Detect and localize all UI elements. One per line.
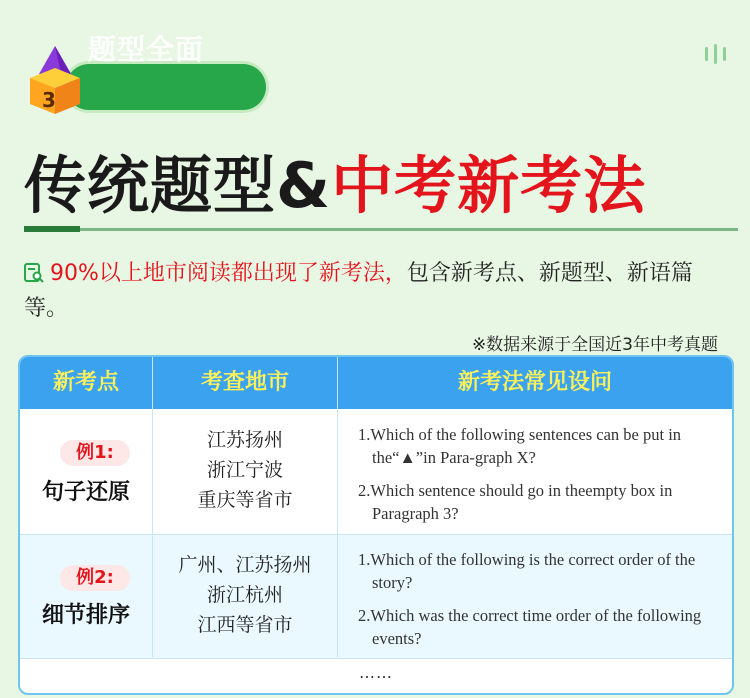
exam-table xyxy=(18,355,734,695)
badge-label: 题型全面 xyxy=(88,33,205,66)
badge-pill xyxy=(66,64,266,110)
header-cities: 考查地市 xyxy=(200,370,289,395)
title-underline xyxy=(24,228,738,231)
question-item: 2.Which was the correct time order of the following events? xyxy=(358,606,702,648)
question-item: 1.Which of the following sentences can be put in the“▲”in Para-graph X? xyxy=(358,425,682,467)
new-point-label: 句子还原 xyxy=(41,480,130,505)
table-header xyxy=(20,357,732,409)
intro-text xyxy=(24,256,724,326)
row-divider xyxy=(20,534,732,535)
intro-rest: 包含新考点、新题型、新语篇等。 xyxy=(24,261,693,321)
city-item: 浙江杭州 xyxy=(206,584,283,606)
question-item: 1.Which of the following is the correct order of the story? xyxy=(358,550,696,592)
header-questions: 新考法常见设问 xyxy=(457,370,612,395)
city-item: 广州、江苏扬州 xyxy=(178,554,312,576)
city-item: 重庆等省市 xyxy=(197,489,293,511)
page-title xyxy=(24,136,646,225)
intro-highlight: 90%以上地市阅读都出现了新考法， xyxy=(50,261,407,286)
question-list xyxy=(358,548,722,660)
city-list xyxy=(153,425,337,515)
header-new-point: 新考点 xyxy=(52,370,119,395)
city-list xyxy=(153,550,337,640)
city-item: 浙江宁波 xyxy=(206,459,283,481)
question-item: 2.Which sentence should go in theempty box in Paragraph 3? xyxy=(358,481,673,523)
search-doc-icon xyxy=(24,263,44,283)
table-row xyxy=(20,409,732,534)
example-tag: 例2: xyxy=(60,565,130,591)
column-divider xyxy=(337,357,338,657)
more-ellipsis: …… xyxy=(359,663,393,682)
deco-lines-icon xyxy=(704,44,728,64)
example-tag: 例1: xyxy=(60,440,130,466)
title-underline-accent xyxy=(24,226,80,232)
title-part-black: 传统题型& xyxy=(24,149,332,222)
title-part-red: 中考新考法 xyxy=(331,149,647,222)
question-list xyxy=(358,423,722,535)
city-item: 江苏扬州 xyxy=(206,429,283,451)
column-divider xyxy=(152,357,153,657)
city-item: 江西等省市 xyxy=(197,614,293,636)
table-row xyxy=(20,534,732,658)
cube-icon xyxy=(24,44,86,116)
source-note: ※数据来源于全国近3年中考真题 xyxy=(471,335,718,355)
badge-number: 3 xyxy=(42,88,56,112)
new-point-label: 细节排序 xyxy=(41,603,130,628)
